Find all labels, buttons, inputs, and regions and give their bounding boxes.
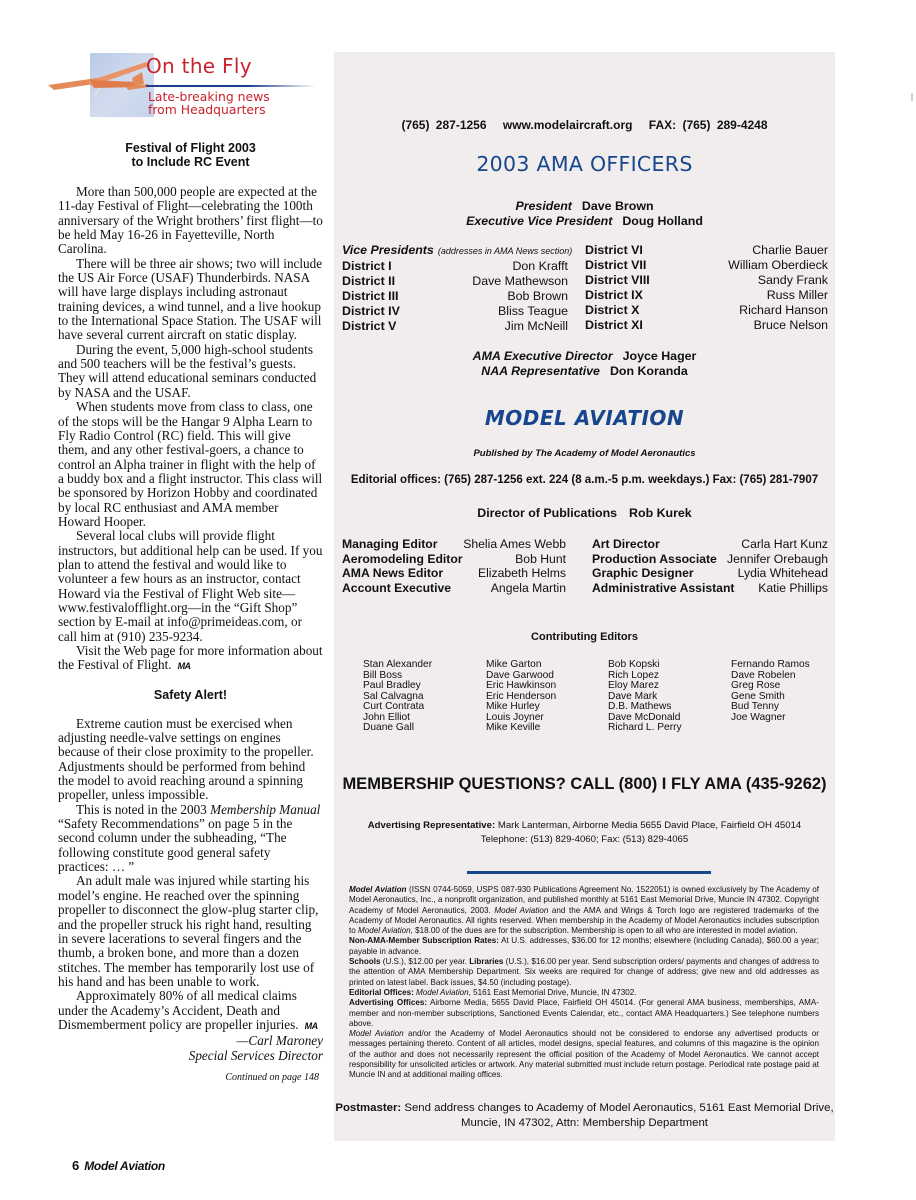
paragraph (58, 989, 323, 1033)
model-airplane-icon (46, 60, 161, 100)
contributor-name: Bud Tenny (731, 701, 779, 712)
district-label: District IV (342, 304, 400, 319)
staff-name: Shelia Ames Webb (463, 537, 566, 551)
contributor-name: Stan Alexander (363, 659, 433, 670)
district-vp-name: William Oberdieck (728, 258, 828, 273)
ad-rep-text: Mark Lanterman, Airborne Media 5655 David Place, Fairfield OH 45014 (495, 820, 802, 831)
contributor-name: Bill Boss (363, 669, 403, 681)
district-vp-name: Bruce Nelson (753, 318, 828, 333)
staff-role: Account Executive (342, 581, 452, 596)
contributor-name: Sal Calvagna (363, 690, 424, 702)
director-name: Rob Kurek (629, 506, 692, 520)
contributor-name: Greg Rose (731, 680, 781, 691)
vp-label: Vice Presidents (342, 243, 434, 257)
headline-line-1: Festival of Flight 2003 (125, 141, 256, 155)
column-logo (58, 50, 323, 125)
contributor-name: Paul Bradley (363, 680, 421, 691)
contributor-column (486, 660, 601, 734)
paragraph: When students move from class to class, one of the stops will be the Hangar 9 Alpha Learn to Fly Radio Control (RC) field. This will give them, and any other festival-goers, a chance to control an Alpha trainer in flight with the help of a buddy box and a flight instructor. This class will be sponsored by Horizon Hobby and coordinated by local RC enthusiast and AMA member Howard Hooper. (58, 399, 323, 529)
fax-number: FAX: (765) 289-4248 (648, 118, 768, 132)
vp-header (342, 243, 573, 259)
district-row (342, 289, 568, 304)
magazine-name: Model Aviation, (358, 926, 413, 936)
fine-label: Schools (349, 957, 381, 967)
contributor-name: D.B. Mathews (608, 701, 672, 712)
staff-left-column (342, 537, 566, 596)
safety-alert-headline: Safety Alert! (153, 687, 228, 702)
staff-role: Production Associate (592, 551, 717, 566)
staff-role: Aeromodeling Editor (342, 551, 463, 566)
contributor-name: Rich Lopez (608, 669, 659, 681)
district-row (585, 243, 828, 258)
contributor-name: Gene Smith (731, 690, 785, 702)
membership-callout: MEMBERSHIP QUESTIONS? CALL (800) I FLY AMA (435-9262) (342, 775, 827, 793)
paragraph: More than 500,000 people are expected at the 11-day Festival of Flight—celebrating the 100th anniversary of the Wright brothers’ first flight—to be held May 16-26 in Fayetteville, North Carolina. (58, 184, 323, 257)
district-row (342, 274, 568, 289)
column-subtitle (148, 90, 270, 116)
publication-fine-print (349, 885, 819, 1081)
district-vp-name: Bob Brown (507, 289, 568, 304)
staff-name: Elizabeth Helms (477, 566, 566, 581)
end-mark-icon: MA (177, 661, 191, 672)
schools-libraries-paragraph (349, 957, 819, 988)
paragraph-text: “Safety Recommendations” on page 5 in the second column under the subheading, “The following constitute good general safety practices: … ” (58, 816, 293, 875)
staff-row (592, 581, 828, 596)
district-vp-name: Dave Mathewson (472, 274, 568, 289)
executive-vp-line (334, 214, 835, 228)
editorial-offices-line: Editorial offices: (765) 287-1256 ext. 224 (8 a.m.-5 p.m. weekdays.) Fax: (765) 281-7907 (350, 474, 819, 486)
district-row (585, 303, 828, 318)
staff-role: Administrative Assistant (592, 581, 735, 596)
safety-article-body (58, 717, 323, 1034)
contributor-name: Fernando Ramos (731, 659, 810, 670)
districts-right-column (585, 243, 828, 334)
contributor-name: Richard L. Perry (608, 722, 682, 733)
district-label: District VIII (585, 273, 650, 288)
fine-text: $18.00 of the dues are for the subscription. Membership is open to all who are interested in model aviation. (412, 926, 798, 936)
advertising-representative (334, 819, 835, 846)
page-edge-mark (911, 93, 913, 101)
president-name: Dave Brown (581, 199, 654, 213)
staff-row (342, 537, 566, 552)
fine-text: (U.S.), $12.00 per year. (380, 957, 470, 967)
paragraph-text: This is noted in the 2003 (76, 801, 211, 817)
district-label: District VI (585, 243, 643, 257)
staff-role: AMA News Editor (342, 566, 444, 581)
president-line (334, 199, 835, 213)
staff-row (592, 552, 828, 567)
fine-text: (U.S.), $16.00 per year. Send subscription orders/ payments and changes of address to the attention of AMA Membership Department. Six weeks are required for change of address; give new and old addresses as printed on latest label. Back issues, $4.50 (including postage). (349, 957, 820, 987)
news-column (58, 50, 323, 1083)
section-divider (467, 871, 711, 874)
masthead-panel (334, 52, 835, 1141)
paragraph: Several local clubs will provide flight instructors, but additional help can be used. If you plan to attend the festival and would like to volunteer a few hours as an instructor, contact Howard via the Festival of Flight Web site—www.festivalofflight.org—in the “Gift Shop” section by E-mail at info@primeideas.com, or call him at (910) 235-9234. (58, 528, 323, 644)
ad-rep-phone: Telephone: (513) 829-4060; Fax: (513) 829-4065 (480, 833, 689, 845)
fine-text: At U.S. addresses, $36.00 for 12 months; elsewhere (including Canada), $60.00 a year; payable in advance. (349, 936, 820, 956)
district-label: District VII (585, 258, 647, 273)
staff-right-column (592, 537, 828, 596)
festival-article-body (58, 185, 323, 674)
staff-name: Katie Phillips (758, 581, 828, 596)
naa-representative-role: NAA Representative (481, 364, 600, 378)
paragraph: During the event, 5,000 high-school students and 500 teachers will be the festival’s guests. They will attend educational seminars conducted by NASA and the USAF. (58, 341, 317, 400)
staff-name: Bob Hunt (515, 551, 566, 566)
fine-label: Advertising Offices: (349, 998, 428, 1008)
contributor-column (608, 660, 723, 734)
district-row (585, 288, 828, 303)
paragraph (58, 644, 323, 674)
staff-row (592, 537, 828, 552)
districts-left-column (342, 243, 573, 335)
naa-representative-line (334, 364, 835, 378)
staff-name: Lydia Whitehead (737, 566, 828, 581)
district-label: District XI (585, 318, 643, 333)
paragraph-text: Approximately 80% of all medical claims under the Academy’s Accident, Death and Dismemberment policy are propeller injuries. (58, 988, 299, 1032)
magazine-name: Model Aviation (349, 885, 407, 894)
district-label: District II (342, 274, 396, 289)
staff-role: Graphic Designer (592, 566, 694, 581)
paragraph: Extreme caution must be exercised when adjusting needle-valve settings on engines because of their close proximity to the propeller. Adjustments should be performed from behind the model to avoid reaching around a spinning propeller, unless impossible. (58, 715, 314, 803)
ad-rep-line (334, 819, 835, 833)
contributor-name: Louis Joyner (486, 711, 544, 723)
contributor-name: Curt Contrata (363, 701, 425, 712)
staff-row (342, 552, 566, 567)
advertising-offices-paragraph (349, 998, 819, 1029)
staff-row (342, 581, 566, 596)
district-vp-name: Charlie Bauer (752, 243, 828, 257)
article-headline (58, 141, 323, 169)
director-line (334, 506, 835, 520)
contact-line (334, 118, 835, 132)
magazine-title: MODEL AVIATION (484, 406, 685, 430)
district-vp-name: Richard Hanson (739, 303, 828, 318)
contributor-name: Mike Hurley (486, 701, 540, 712)
staff-name: Carla Hart Kunz (741, 537, 828, 551)
contributor-name: John Elliot (363, 711, 411, 723)
contributor-name: Eric Hawkinson (486, 680, 557, 691)
district-vp-name: Russ Miller (766, 288, 828, 303)
contributor-name: Joe Wagner (731, 711, 786, 723)
district-vp-name: Bliss Teague (497, 304, 568, 319)
staff-row (592, 566, 828, 581)
contributor-name: Eloy Marez (608, 680, 659, 691)
fine-text: , 5161 East Memorial Drive, Muncie, IN 47302. (468, 987, 637, 997)
disclaimer-paragraph (349, 1029, 819, 1080)
logo-divider (146, 85, 316, 87)
officers-title: 2003 AMA OFFICERS (476, 152, 693, 176)
contributor-name: Duane Gall (363, 722, 414, 733)
paragraph (58, 803, 323, 875)
director-role: Director of Publications (477, 506, 618, 520)
fine-label: Libraries (469, 957, 504, 967)
district-row (342, 319, 568, 334)
district-label: District I (342, 259, 392, 274)
column-title: On the Fly (146, 54, 252, 78)
district-vp-name: Sandy Frank (757, 273, 828, 288)
fine-text: and/or the Academy of Model Aeronautics should not be considered to endorse any advertised products or messages pertaining thereto. Content of all articles, model designs, special features, and columns of this magazine is the opinion of the author and does not necessarily represent the official position of the Academy of Model Aeronautics. We cannot accept responsibility for unsolicited articles or artwork. Any material submitted must include return postage. Periodical rate postage paid at Muncie IN and at additional mailing offices. (349, 1029, 819, 1080)
president-role: President (515, 199, 572, 213)
magazine-name: Model Aviation (413, 987, 469, 997)
contributor-name: Dave Mark (608, 690, 658, 702)
district-vp-name: Don Krafft (512, 259, 568, 274)
magazine-name: Model Aviation (349, 1029, 404, 1039)
fine-label: Non-AMA-Member Subscription Rates: (349, 936, 499, 946)
fine-label: Editorial Offices: (349, 987, 414, 997)
staff-role: Art Director (592, 537, 660, 551)
staff-role: Managing Editor (342, 537, 438, 551)
publication-name: Model Aviation (84, 1159, 165, 1173)
district-label: District X (585, 303, 640, 318)
district-label: District IX (585, 288, 643, 303)
district-row (342, 259, 568, 274)
contributor-name: Dave Robelen (731, 669, 796, 681)
continued-link[interactable]: Continued on page 148 (225, 1072, 319, 1084)
author-title: Special Services Director (188, 1048, 323, 1064)
paragraph: An adult male was injured while starting his model’s engine. He reached over the spinning propeller to disconnect the glow-plug starter clip, and the propeller struck his right hand, resulting in severe lacerations to several fingers and the thumb, a broken bone, and more than a dozen stitches. The member has temporarily lost use of his hand and has been unable to work. (58, 873, 319, 989)
publisher-line: Published by The Academy of Model Aeronautics (473, 448, 696, 459)
executive-director-role: AMA Executive Director (472, 349, 613, 363)
postmaster-notice (334, 1101, 835, 1131)
district-row (585, 318, 828, 333)
postmaster-label: Postmaster: (335, 1102, 402, 1114)
contributing-editors-title: Contributing Editors (531, 631, 638, 643)
subtitle-line-1: Late-breaking news (148, 89, 270, 104)
vp-note: (addresses in AMA News section) (437, 246, 573, 256)
contributor-name: Dave McDonald (608, 711, 681, 723)
district-label: District III (342, 289, 399, 304)
contributor-name: Mike Garton (486, 659, 542, 670)
paragraph: There will be three air shows; two will include the US Air Force (USAF) Thunderbirds. NASA will have large displays including astronaut training devices, a wind tunnel, and a live hookup to the International Space Station. The USAF will have several current aircraft on static display. (58, 255, 323, 343)
district-vp-name: Jim McNeill (504, 319, 568, 334)
magazine-name: Model Aviation (494, 905, 549, 915)
end-mark-icon: MA (304, 1020, 318, 1031)
naa-representative-name: Don Koranda (609, 364, 688, 378)
paragraph-text: Visit the Web page for more information about the Festival of Flight. (58, 643, 323, 673)
contributor-name: Dave Garwood (486, 669, 554, 681)
contributor-name: Bob Kopski (608, 659, 660, 670)
phone-number: (765) 287-1256 (401, 118, 487, 132)
manual-title: Membership Manual (210, 801, 321, 817)
author-signature (58, 1033, 323, 1063)
headline-line-2: to Include RC Event (131, 155, 250, 169)
website-link[interactable]: www.modelaircraft.org (502, 118, 633, 132)
fine-text: (ISSN 0744-5059, USPS 087-930 Publications Agreement No. 1522051) is owned exclusively by The Academy of Model Aeronautics, Inc., a nonprofit organization, and published monthly at 5161 East Memorial Drive, Muncie IN 47302. Copyright Academy of Model Aeronautics, 2003. (349, 885, 819, 915)
page-folio (72, 1158, 165, 1173)
staff-row (342, 566, 566, 581)
subscription-rates-paragraph (349, 936, 819, 957)
ownership-paragraph (349, 885, 819, 936)
district-label: District V (342, 319, 397, 334)
executive-vp-role: Executive Vice President (466, 214, 613, 228)
executive-director-name: Joyce Hager (622, 349, 697, 363)
subtitle-line-2: from Headquarters (148, 102, 266, 117)
staff-name: Angela Martin (490, 581, 566, 596)
contributor-name: Eric Henderson (486, 690, 557, 702)
executive-director-line (334, 349, 835, 363)
executive-vp-name: Doug Holland (622, 214, 703, 228)
contributor-column (363, 660, 478, 734)
district-row (585, 273, 828, 288)
fine-text: Airborne Media, 5655 David Place, Fairfield OH 45014. (For general AMA business, memberships, AMA-member and non-member subscriptions, Sanctioned Events Calendar, etc., contact AMA Headquarters.) See telephone numbers above. (349, 998, 819, 1028)
page-number: 6 (72, 1158, 80, 1173)
contributor-name: Mike Keville (486, 722, 541, 733)
district-row (585, 258, 828, 273)
contributor-column (731, 660, 846, 723)
district-row (342, 304, 568, 319)
staff-name: Jennifer Orebaugh (727, 551, 828, 566)
author-name: —Carl Maroney (236, 1033, 323, 1049)
fine-text: and the AMA and Wings & Torch logo are registered trademarks of the Academy of Model Aeronautics. All rights reserved. When membership in the Academy of Model Aeronautics includes subscription to (349, 905, 819, 936)
editorial-offices-paragraph (349, 988, 819, 998)
ad-rep-label: Advertising Representative: (367, 820, 496, 831)
postmaster-text: Send address changes to Academy of Model Aeronautics, 5161 East Memorial Drive, Muncie, IN 47302, Attn: Membership Department (401, 1102, 834, 1129)
